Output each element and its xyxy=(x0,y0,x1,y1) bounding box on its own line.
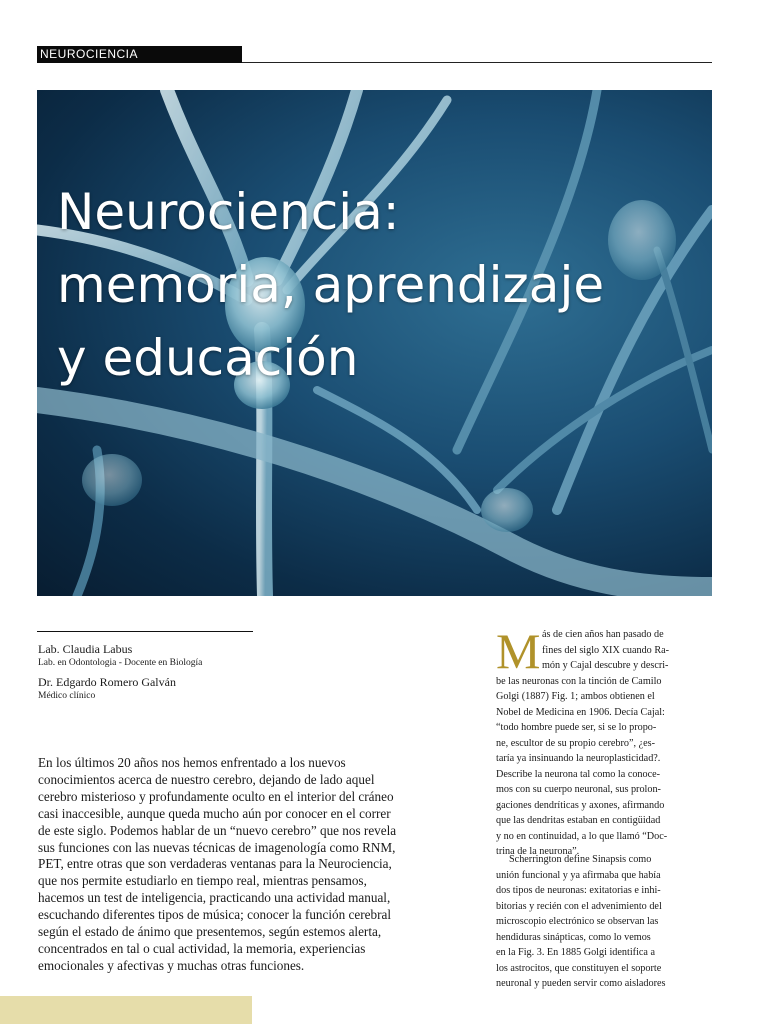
text-line: món y Cajal descubre y descri- xyxy=(542,660,669,671)
text-line: ás de cien años han pasado de xyxy=(542,629,664,640)
text-line: bitorias y recién con el advenimiento del xyxy=(496,900,662,912)
text-line: y no en continuidad, a lo que llamó “Doc- xyxy=(496,830,668,842)
text-line: dos tipos de neuronas: exitatorias e inhi- xyxy=(496,885,661,896)
text-line: hendiduras sinápticas, como lo vemos xyxy=(496,931,651,943)
text-line: neuronal y pueden servir como aisladores xyxy=(496,978,666,989)
body-column-1 xyxy=(496,623,716,860)
text-line: según el estado de ánimo que presentemos, según estemos alerta, xyxy=(38,924,382,940)
author-rule xyxy=(37,631,253,632)
text-line: hacemos un test de inteligencia, practicando una actividad manual, xyxy=(38,890,391,906)
text-line: casi inaccesible, aunque queda mucho aún por conocer en el correr xyxy=(38,805,391,821)
text-line: fines del siglo XIX cuando Ra- xyxy=(542,644,670,656)
text-line: conocimientos acerca de nuestro cerebro, dejando de lado aquel xyxy=(38,771,375,787)
title-line: y educación xyxy=(57,328,359,387)
text-line: concentrados en tal o cual actividad, la memoria, experiencias xyxy=(38,940,366,956)
text-line: be las neuronas con la tinción de Camilo xyxy=(496,675,662,687)
body-column-2 xyxy=(496,852,716,992)
text-line: Describe la neurona tal como la conoce- xyxy=(496,768,661,780)
footer-bar xyxy=(0,996,252,1024)
text-line: trina de la neurona”. xyxy=(496,846,580,857)
intro-paragraph xyxy=(38,755,428,975)
text-line: gaciones dendríticas y axones, afirmando xyxy=(496,799,665,811)
text-line: mos con su cuerpo neuronal, sus prolon- xyxy=(496,784,661,795)
text-line: taría ya insinuando la neuroplasticidad?. xyxy=(496,753,661,764)
text-line: En los últimos 20 años nos hemos enfrentado a los nuevos xyxy=(38,755,346,770)
drop-cap: M xyxy=(496,623,541,679)
text-line: que las dendritas estaban en contigüidad xyxy=(496,815,661,826)
text-line: emocionales y afectivas y muchas otras funciones. xyxy=(38,957,305,973)
text-line: ne, escultor de su propio cerebro”, ¿es- xyxy=(496,737,655,749)
text-line: que nos permite estudiarlo en tiempo real, mientras pensamos, xyxy=(38,873,367,889)
text-line: Scherrington define Sinapsis como xyxy=(509,854,652,865)
text-line: escuchando diferentes tipos de música; conocer la función cerebral xyxy=(38,907,391,923)
text-line: los astrocitos, que constituyen el soporte xyxy=(496,962,662,974)
text-line: Golgi (1887) Fig. 1; ambos obtienen el xyxy=(496,691,655,702)
author-role: Médico clínico xyxy=(38,691,96,701)
text-line: “todo hombre puede ser, si se lo propo- xyxy=(496,722,657,733)
text-line: cerebro misterioso y profundamente oculto en el interior del cráneo xyxy=(38,788,394,804)
section-tag: NEUROCIENCIA xyxy=(37,46,242,63)
text-line: unión funcional y ya afirmaba que había xyxy=(496,869,661,881)
author-name: Lab. Claudia Labus xyxy=(38,642,133,656)
author-name: Dr. Edgardo Romero Galván xyxy=(38,675,176,689)
title-line: memoria, aprendizaje xyxy=(57,255,605,314)
text-line: de este siglo. Podemos hablar de un “nuevo cerebro” que nos revela xyxy=(38,822,397,838)
header-rule xyxy=(242,62,712,63)
article-title xyxy=(57,176,697,395)
title-line: Neurociencia: xyxy=(57,182,400,241)
author-role: Lab. en Odontologia - Docente en Biología xyxy=(38,658,203,668)
text-line: microscopio electrónico se observan las xyxy=(496,916,659,927)
hero-image xyxy=(37,90,712,596)
text-line: PET, entre otras que son verdaderas ventanas para la Neurociencia, xyxy=(38,856,392,872)
text-line: Nobel de Medicina en 1906. Decía Cajal: xyxy=(496,706,665,718)
text-line: sus funciones con las nuevas técnicas de imagenología como RNM, xyxy=(38,839,396,855)
text-line: en la Fig. 3. En 1885 Golgi identifica a xyxy=(496,947,656,958)
